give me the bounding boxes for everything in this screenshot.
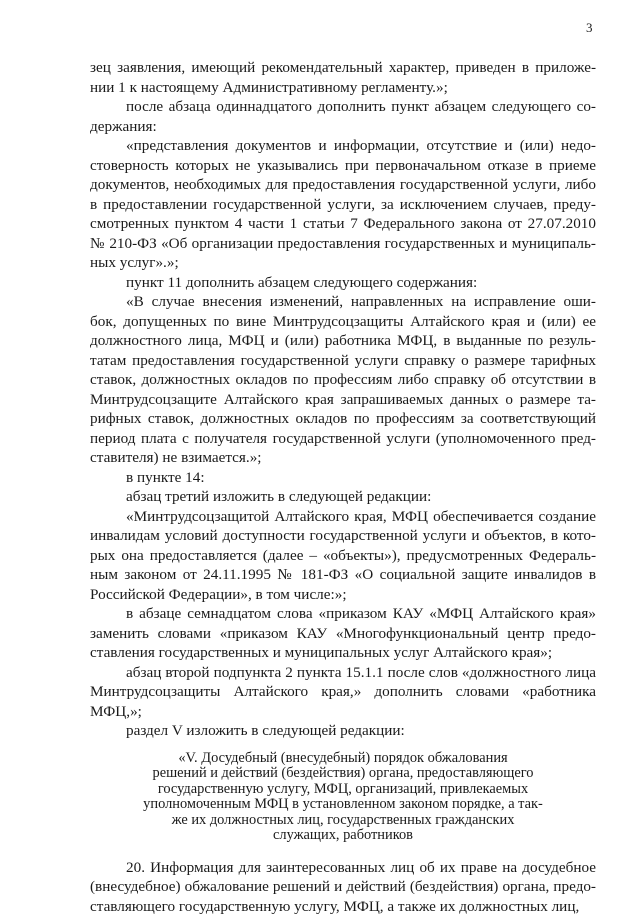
heading-line: «V. Досудебный (внесудебный) порядок обжалования [90,751,596,767]
text-line: 20. Информация для заинтересованных лиц об их праве на досудебное [90,858,596,878]
text-line: в абзаце семнадцатом слова «приказом КАУ «МФЦ Алтайского края» [90,604,596,624]
text-line: бок, допущенных по вине Минтрудсоцзащиты Алтайского края и (или) ее [90,312,596,332]
text-line: заменить словами «приказом КАУ «Многофункциональный центр предо- [90,624,596,644]
text-line: «В случае внесения изменений, направленных на исправление оши- [90,292,596,312]
text-line: ставления государственных и муниципальных услуг Алтайского края»; [90,643,596,663]
text-line: «представления документов и информации, отсутствие и (или) недо- [90,136,596,156]
text-line: стоверность которых не указывались при первоначальном отказе в приеме [90,156,596,176]
text-line: рифных ставок, должностных окладов по профессиям за соответствующий [90,409,596,429]
text-line: ставителя) не взимается.»; [90,448,596,468]
heading-line: служащих, работников [90,828,596,844]
heading-line: государственную услугу, МФЦ, организаций, привлекаемых [90,782,596,798]
text-line: нии 1 к настоящему Административному регламенту.»; [90,78,596,98]
text-line: абзац третий изложить в следующей редакции: [90,487,596,507]
heading-line: уполномоченным МФЦ в установленном законом порядке, а так- [90,797,596,813]
text-line: рых она предоставляется (далее – «объекты»), предусмотренных Федераль- [90,546,596,566]
body-paragraphs [90,58,596,741]
text-line: МФЦ,»; [90,702,596,722]
text-line: в предоставлении государственной услуги, за исключением случаев, преду- [90,195,596,215]
text-line: Минтрудсоцзащиты Алтайского края,» дополнить словами «работника [90,682,596,702]
text-line: документов, необходимых для предоставления государственной услуги, либо [90,175,596,195]
text-line: абзац второй подпункта 2 пункта 15.1.1 после слов «должностного лица [90,663,596,683]
tail-paragraphs [90,858,596,916]
text-line: держания: [90,117,596,137]
text-line: раздел V изложить в следующей редакции: [90,721,596,741]
section-heading [90,751,596,844]
text-line: смотренных пунктом 4 части 1 статьи 7 Федерального закона от 27.07.2010 [90,214,596,234]
text-line: зец заявления, имеющий рекомендательный характер, приведен в приложе- [90,58,596,78]
text-line: после абзаца одиннадцатого дополнить пункт абзацем следующего со- [90,97,596,117]
text-line: период плата с получателя государственной услуги (уполномоченного пред- [90,429,596,449]
text-line: в пункте 14: [90,468,596,488]
page-number: 3 [586,20,593,36]
text-line: инвалидам условий доступности государственной услуги и объектов, в кото- [90,526,596,546]
text-line: Российской Федерации», в том числе:»; [90,585,596,605]
document-body [90,58,596,916]
text-line: ставок, должностных окладов по профессиям либо справку об отсутствии в [90,370,596,390]
text-line: ставляющего государственную услугу, МФЦ, а также их должностных лиц, [90,897,596,916]
heading-line: решений и действий (бездействия) органа, предоставляющего [90,766,596,782]
text-line: (внесудебное) обжалование решений и действий (бездействия) органа, предо- [90,877,596,897]
text-line: Минтрудсоцзащите Алтайского края запрашиваемых данных о размере та- [90,390,596,410]
text-line: ных услуг».»; [90,253,596,273]
text-line: должностного лица, МФЦ и (или) работника МФЦ, в выданные по резуль- [90,331,596,351]
heading-line: же их должностных лиц, государственных гражданских [90,813,596,829]
text-line: № 210-ФЗ «Об организации предоставления государственных и муниципаль- [90,234,596,254]
text-line: «Минтрудсоцзащитой Алтайского края, МФЦ обеспечивается создание [90,507,596,527]
text-line: татам предоставления государственной услуги справку о размере тарифных [90,351,596,371]
text-line: пункт 11 дополнить абзацем следующего содержания: [90,273,596,293]
text-line: ным законом от 24.11.1995 № 181-ФЗ «О социальной защите инвалидов в [90,565,596,585]
